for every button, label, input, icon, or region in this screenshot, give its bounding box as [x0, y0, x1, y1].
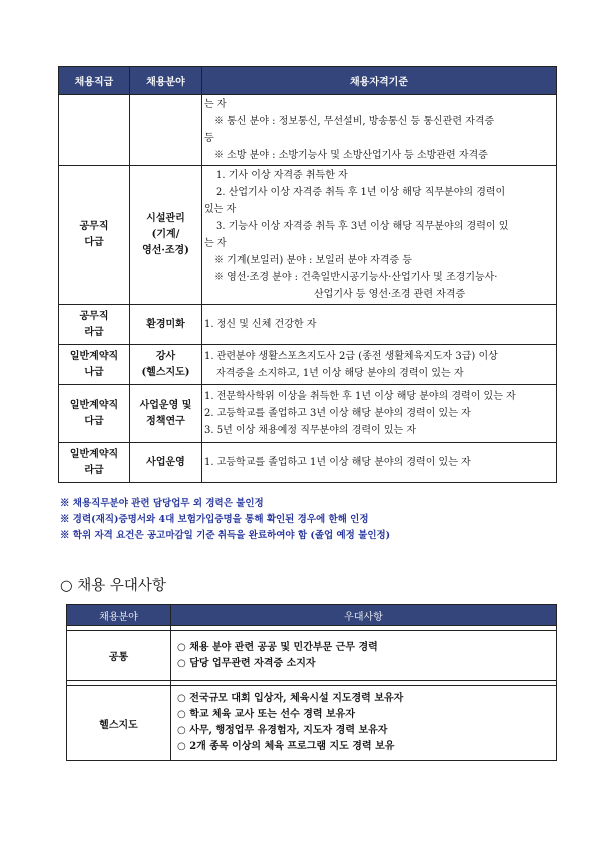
grade-line: 라급	[84, 464, 104, 476]
grade-line: 일반계약직	[69, 350, 119, 362]
preference-table	[66, 604, 557, 761]
field-line: (기계/	[151, 229, 180, 240]
criteria-cell	[202, 166, 557, 305]
qualification-table	[58, 66, 557, 483]
criteria-line: 산업기사 등 영선·조경 관련 자격증	[314, 289, 466, 300]
grade-line: 공무직	[79, 310, 109, 322]
field-line: 정책연구	[146, 415, 185, 427]
field-cell: 공통	[67, 631, 171, 681]
qualification-table-header	[59, 67, 557, 95]
field-cell	[130, 166, 202, 305]
grade-line: 공무직	[79, 221, 109, 232]
criteria-cell	[202, 345, 557, 385]
grade-cell	[59, 305, 130, 345]
preference-items-cell	[171, 686, 557, 761]
criteria-cell	[202, 385, 557, 443]
criteria-line: 등	[204, 133, 214, 144]
criteria-line: ※ 영선·조경 분야 : 건축일반시공기능사·산업기사 및 조경기능사·	[214, 272, 498, 283]
note-item: ※ 경력(재직)증명서와 4대 보험가입증명을 통해 확인된 경우에 한해 인정	[60, 514, 369, 525]
table-row	[67, 686, 557, 761]
field-line: 사업운영 및	[139, 399, 192, 411]
criteria-line: 3. 기능사 이상 자격증 취득 후 3년 이상 해당 직무분야의 경력이 있	[216, 221, 509, 232]
criteria-line: 1. 고등학교를 졸업하고 1년 이상 해당 분야의 경력이 있는 자	[204, 457, 471, 468]
field-cell	[130, 95, 202, 166]
preference-item: ○ 사무, 행정업무 유경험자, 지도자 경력 보유자	[177, 725, 388, 736]
table-row	[67, 631, 557, 681]
note-item: ※ 채용직무분야 관련 담당업무 외 경력은 불인정	[60, 498, 264, 509]
preference-item: ○ 2개 종목 이상의 체육 프로그램 지도 경력 보유	[177, 741, 395, 752]
field-cell	[130, 385, 202, 443]
grade-cell	[59, 166, 130, 305]
header-field: 채용분야	[130, 67, 202, 95]
table-row	[59, 305, 557, 345]
grade-line: 나급	[84, 366, 104, 378]
criteria-line: 1. 전문학사학위 이상을 취득한 후 1년 이상 해당 분야의 경력이 있는 자	[204, 391, 516, 402]
table-row	[59, 385, 557, 443]
criteria-line: 1. 관련분야 생활스포츠지도사 2급 (종전 생활체육지도자 3급) 이상	[204, 350, 498, 362]
criteria-cell	[202, 443, 557, 483]
criteria-line: 1. 기사 이상 자격증 취득한 자	[216, 170, 348, 181]
grade-line: 다급	[84, 237, 104, 248]
preference-item: ○ 학교 체육 교사 또는 선수 경력 보유자	[177, 709, 355, 720]
criteria-line: 2. 고등학교를 졸업하고 3년 이상 해당 분야의 경력이 있는 자	[204, 408, 471, 419]
field-cell	[130, 443, 202, 483]
field-line: 시설관리	[146, 213, 185, 224]
grade-cell	[59, 345, 130, 385]
preference-item: ○ 채용 분야 관련 공공 및 민간부문 근무 경력	[177, 641, 378, 653]
field-line: (헬스지도)	[141, 366, 190, 378]
preference-item: ○ 전국규모 대회 입상자, 체육시설 지도경력 보유자	[177, 693, 404, 704]
criteria-line: 3. 5년 이상 채용예정 직무분야의 경력이 있는 자	[204, 425, 417, 436]
criteria-line: 는 자	[204, 99, 227, 110]
criteria-cell	[202, 305, 557, 345]
field-cell: 헬스지도	[67, 686, 171, 761]
criteria-line: ※ 기계(보일러) 분야 : 보일러 분야 자격증 등	[214, 255, 412, 266]
table-row	[59, 345, 557, 385]
table-row	[59, 95, 557, 166]
notes-block	[60, 496, 560, 544]
criteria-line: 1. 정신 및 신체 건강한 자	[204, 319, 317, 330]
field-line: 사업운영	[146, 456, 185, 468]
table-row	[59, 166, 557, 305]
grade-cell	[59, 443, 130, 483]
preference-items-cell	[171, 631, 557, 681]
header-grade: 채용직급	[59, 67, 130, 95]
field-cell	[130, 345, 202, 385]
criteria-line: ※ 소방 분야 : 소방기능사 및 소방산업기사 등 소방관련 자격증	[214, 150, 488, 161]
field-cell	[130, 305, 202, 345]
note-item: ※ 학위 자격 요건은 공고마감일 기준 취득을 완료하여야 함 (졸업 예정 불인정)	[60, 530, 391, 541]
section-title: ○ 채용 우대사항	[60, 578, 166, 594]
criteria-line: ※ 통신 분야 : 정보통신, 무선설비, 방송통신 등 통신관련 자격증	[214, 116, 495, 127]
grade-line: 일반계약직	[69, 448, 119, 460]
criteria-line: 2. 산업기사 이상 자격증 취득 후 1년 이상 해당 직무분야의 경력이	[216, 187, 506, 198]
grade-line: 다급	[84, 415, 104, 427]
preference-table-header	[67, 605, 557, 626]
header-preferences: 우대사항	[171, 605, 557, 626]
grade-line: 라급	[84, 326, 104, 338]
criteria-line: 는 자	[204, 238, 227, 249]
table-row	[59, 443, 557, 483]
field-line: 환경미화	[146, 318, 185, 330]
grade-cell	[59, 95, 130, 166]
field-line: 영선·조경)	[142, 245, 189, 256]
header-field: 채용분야	[67, 605, 171, 626]
header-criteria: 채용자격기준	[202, 67, 557, 95]
grade-cell	[59, 385, 130, 443]
criteria-cell	[202, 95, 557, 166]
preference-item: ○ 담당 업무관련 자격증 소지자	[177, 657, 316, 669]
criteria-line: 자격증을 소지하고, 1년 이상 해당 분야의 경력이 있는 자	[216, 367, 464, 379]
criteria-line: 있는 자	[204, 204, 237, 215]
field-line: 강사	[155, 350, 176, 362]
grade-line: 일반계약직	[69, 399, 119, 411]
